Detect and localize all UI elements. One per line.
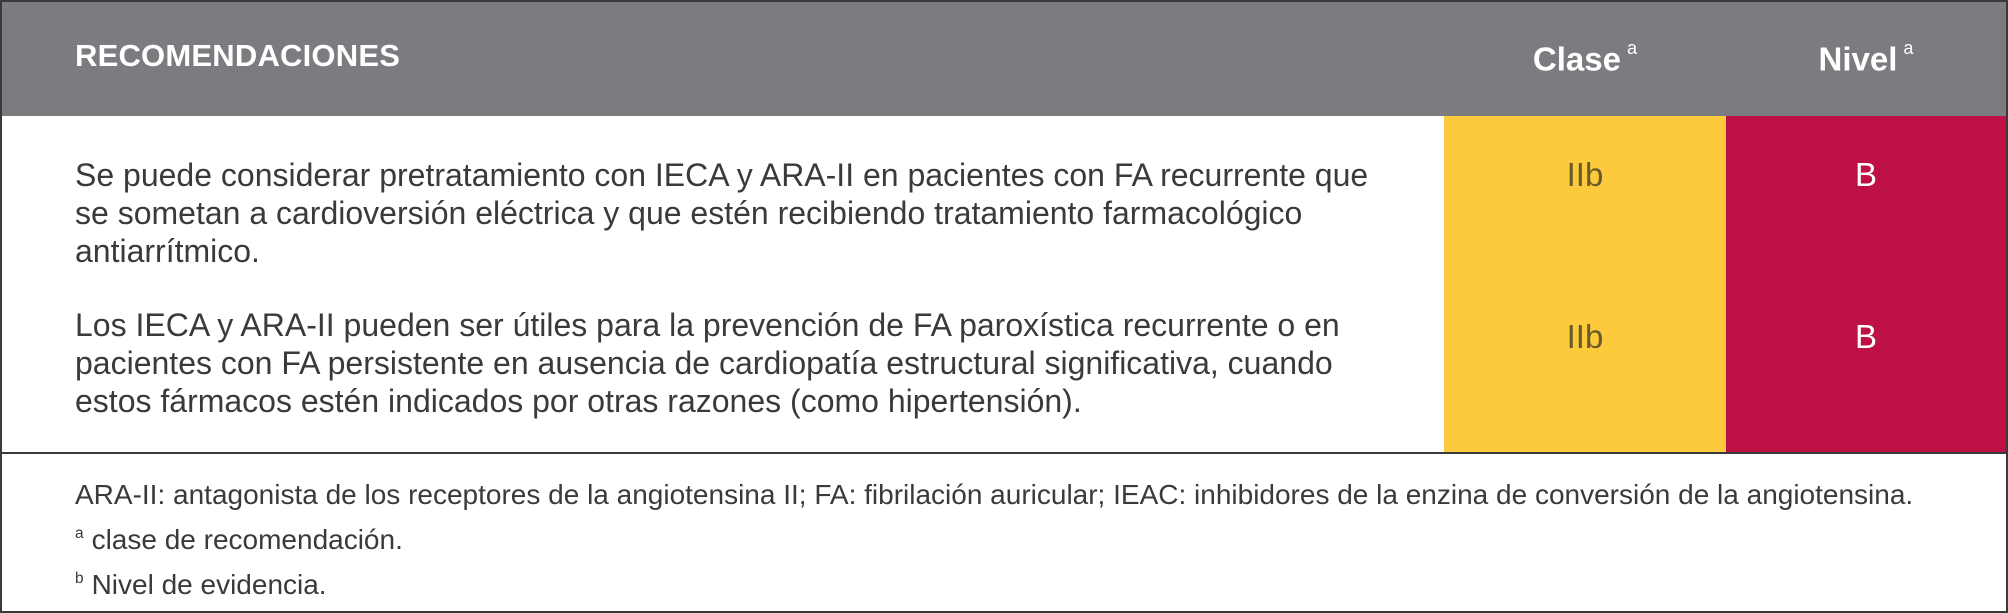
footnote-b [75,559,1975,604]
footer-divider [2,452,2006,454]
footnote-a [75,514,1975,559]
header-clase [1444,38,1726,78]
header-recommendations: RECOMENDACIONES [75,38,401,73]
footnote-a-mark: a [75,525,84,542]
recommendation-text-2: Los IECA y ARA-II pueden ser útiles para la prevención de FA paroxística recurrente o en pacientes con FA persistente en ausencia de cardiopatía estructural significativa, cuando estos fármacos estén indicados por otras razones (como hipertensión). [75,307,1340,419]
table-body [2,116,2006,452]
footnote-a-text: clase de recomendación. [91,523,403,555]
header-nivel-superscript: a [1903,38,1914,58]
header-nivel [1726,38,2006,78]
table-header [2,2,2006,116]
nivel-value-1: B [1854,156,1877,193]
header-clase-superscript: a [1626,38,1638,58]
footnote-b-mark: b [75,569,84,587]
footnote-b-text: Nivel de evidencia. [91,568,327,600]
header-clase-label: Clase [1532,40,1621,78]
header-nivel-label: Nivel [1818,40,1898,78]
footnote-abbreviations: ARA-II: antagonista de los receptores de la angiotensina II; FA: fibrilación auricular; IEAC: inhibidores de la enzina de conversión de la angiotensina. [75,479,1914,510]
clase-value-2: IIb [1566,318,1604,355]
nivel-value-2: B [1854,318,1877,355]
clase-value-1: IIb [1566,156,1604,193]
table-footnotes [75,475,1975,604]
recommendation-text-1: Se puede considerar pretratamiento con IECA y ARA-II en pacientes con FA recurrente que se sometan a cardioversión eléctrica y que estén recibiendo tratamiento farmacológico antiarrítmico. [75,157,1369,269]
